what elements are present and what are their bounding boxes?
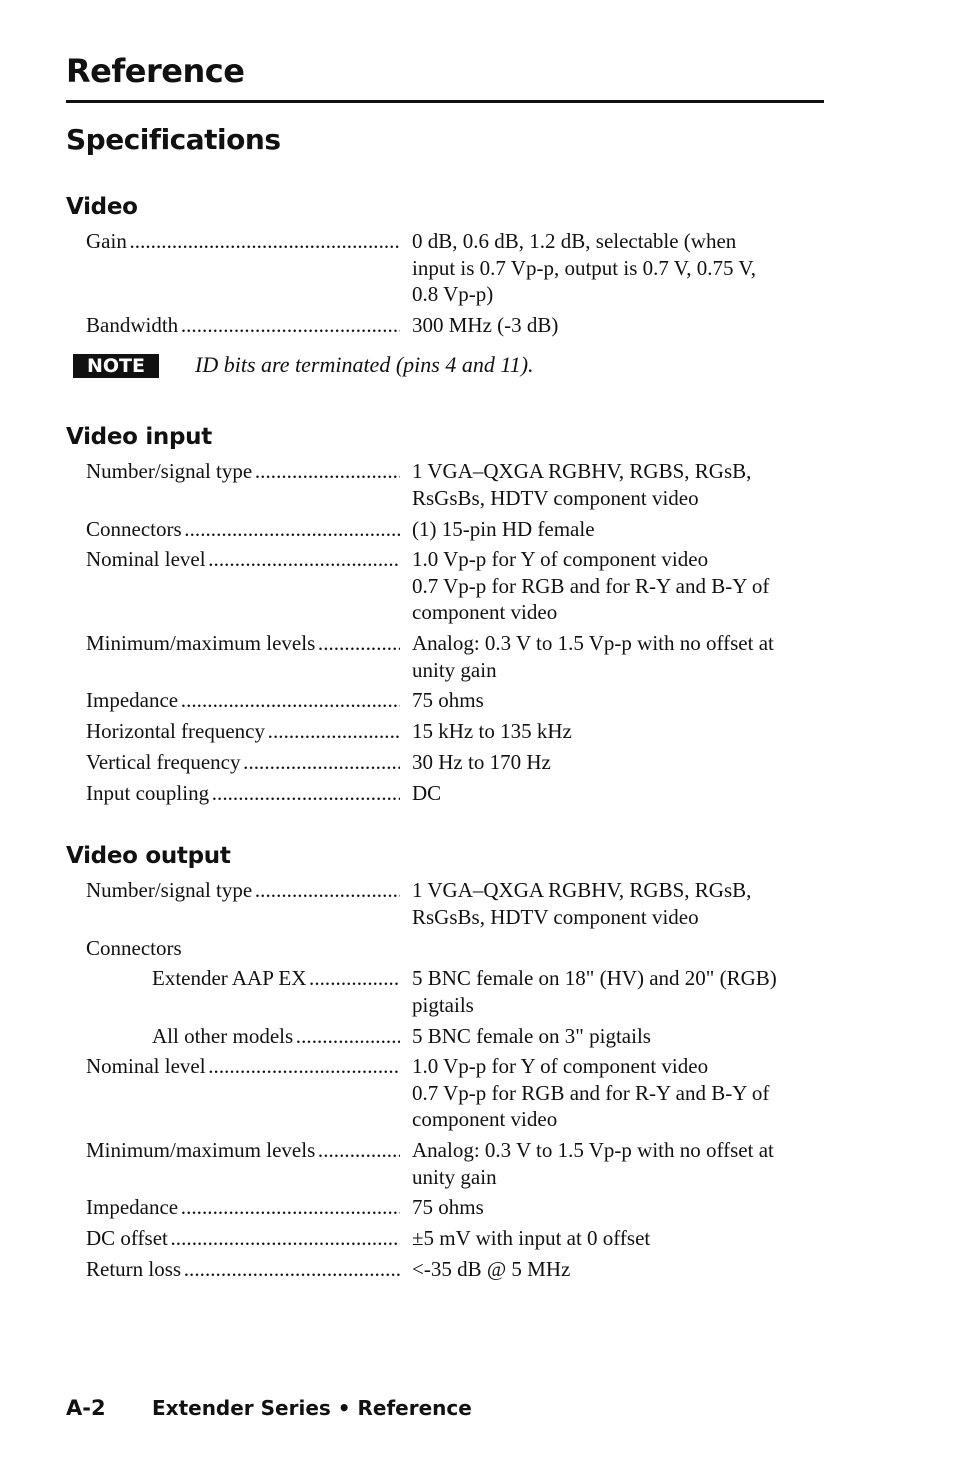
spec-value-line: 1 VGA–QXGA RGBHV, RGBS, RGsB, (412, 878, 752, 902)
spec-label: Number/signal type . . . (86, 877, 400, 904)
footer-title: Extender Series • Reference (152, 1396, 472, 1420)
spec-label: Vertical frequency . . . (86, 749, 400, 776)
spec-label: Horizontal frequency . . . (86, 718, 400, 745)
spec-value-line: input is 0.7 Vp-p, output is 0.7 V, 0.75 V, (412, 255, 757, 280)
spec-value-line: 0 dB, 0.6 dB, 1.2 dB, selectable (when (412, 229, 737, 253)
spec-value (412, 458, 826, 511)
spec-value-line: 75 ohms (412, 688, 484, 712)
spec-label: Connectors . . . (86, 516, 400, 543)
spec-value (412, 1256, 826, 1283)
spec-value-line: 5 BNC female on 18" (HV) and 20" (RGB) (412, 966, 777, 990)
spec-value (412, 1194, 826, 1221)
spec-label: Return loss . . . (86, 1256, 400, 1283)
spec-value (412, 1053, 826, 1133)
spec-value (412, 516, 826, 543)
spec-value-line: <-35 dB @ 5 MHz (412, 1257, 571, 1281)
spec-label: Minimum/maximum levels . . . (86, 630, 400, 657)
spec-value (412, 718, 826, 745)
spec-value-line: ±5 mV with input at 0 offset (412, 1226, 651, 1250)
spec-value-line: RsGsBs, HDTV component video (412, 904, 699, 929)
spec-value-line: RsGsBs, HDTV component video (412, 485, 699, 510)
spec-label: DC offset . . . (86, 1225, 400, 1252)
spec-value (412, 630, 826, 683)
spec-value (412, 228, 826, 308)
spec-label: Extender AAP EX . . . (152, 965, 400, 992)
spec-label: Nominal level . . . (86, 546, 400, 573)
video-input-heading: Video input (66, 424, 212, 450)
spec-value-line: 15 kHz to 135 kHz (412, 719, 572, 743)
spec-label: Input coupling . . . (86, 780, 400, 807)
spec-value (412, 1023, 826, 1050)
spec-value (412, 312, 826, 339)
spec-value-line: 0.8 Vp-p) (412, 282, 494, 306)
spec-value-line: Analog: 0.3 V to 1.5 Vp-p with no offset at (412, 631, 774, 655)
spec-value (412, 965, 826, 1018)
spec-value (412, 749, 826, 776)
spec-value-line: 1.0 Vp-p for Y of component video (412, 1054, 709, 1078)
spec-value-line: component video (412, 1107, 558, 1131)
page-number: A-2 (66, 1396, 106, 1420)
spec-value-line: 1 VGA–QXGA RGBHV, RGBS, RGsB, (412, 459, 752, 483)
spec-value-line: component video (412, 600, 558, 624)
spec-value (412, 546, 826, 626)
spec-label: Number/signal type . . . (86, 458, 400, 485)
spec-value (412, 687, 826, 714)
spec-value-line: Analog: 0.3 V to 1.5 Vp-p with no offset at (412, 1138, 774, 1162)
spec-value-line: 1.0 Vp-p for Y of component video (412, 547, 709, 571)
spec-value-line: 75 ohms (412, 1195, 484, 1219)
spec-value-line: DC (412, 781, 442, 805)
spec-value-line: 5 BNC female on 3" pigtails (412, 1024, 651, 1048)
spec-label: Impedance . . . (86, 687, 400, 714)
spec-value-line: 0.7 Vp-p for RGB and for R-Y and B-Y of (412, 1080, 770, 1105)
title-rule (66, 100, 824, 103)
spec-label: Connectors (86, 936, 182, 960)
spec-value-line: 0.7 Vp-p for RGB and for R-Y and B-Y of (412, 573, 770, 598)
spec-value-line: 30 Hz to 170 Hz (412, 750, 551, 774)
spec-label: Gain . . . (86, 228, 400, 255)
note-text: ID bits are terminated (pins 4 and 11). (195, 352, 534, 377)
spec-label: Impedance . . . (86, 1194, 400, 1221)
spec-label: Nominal level . . . (86, 1053, 400, 1080)
spec-value (412, 1137, 826, 1190)
spec-value-line: 300 MHz (-3 dB) (412, 313, 559, 337)
spec-label: All other models . . . (152, 1023, 400, 1050)
spec-value (412, 1225, 826, 1252)
spec-value (412, 780, 826, 807)
page-title: Reference (66, 52, 245, 90)
spec-value-line: pigtails (412, 992, 474, 1017)
section-title: Specifications (66, 123, 281, 156)
spec-label: Bandwidth . . . (86, 312, 400, 339)
spec-value (412, 877, 826, 930)
spec-value-line: unity gain (412, 657, 497, 682)
video-heading: Video (66, 194, 138, 220)
video-output-heading: Video output (66, 843, 231, 869)
spec-value-line: (1) 15-pin HD female (412, 517, 595, 541)
note-badge: NOTE (73, 354, 159, 378)
spec-value-line: unity gain (412, 1164, 497, 1189)
spec-label: Minimum/maximum levels . . . (86, 1137, 400, 1164)
